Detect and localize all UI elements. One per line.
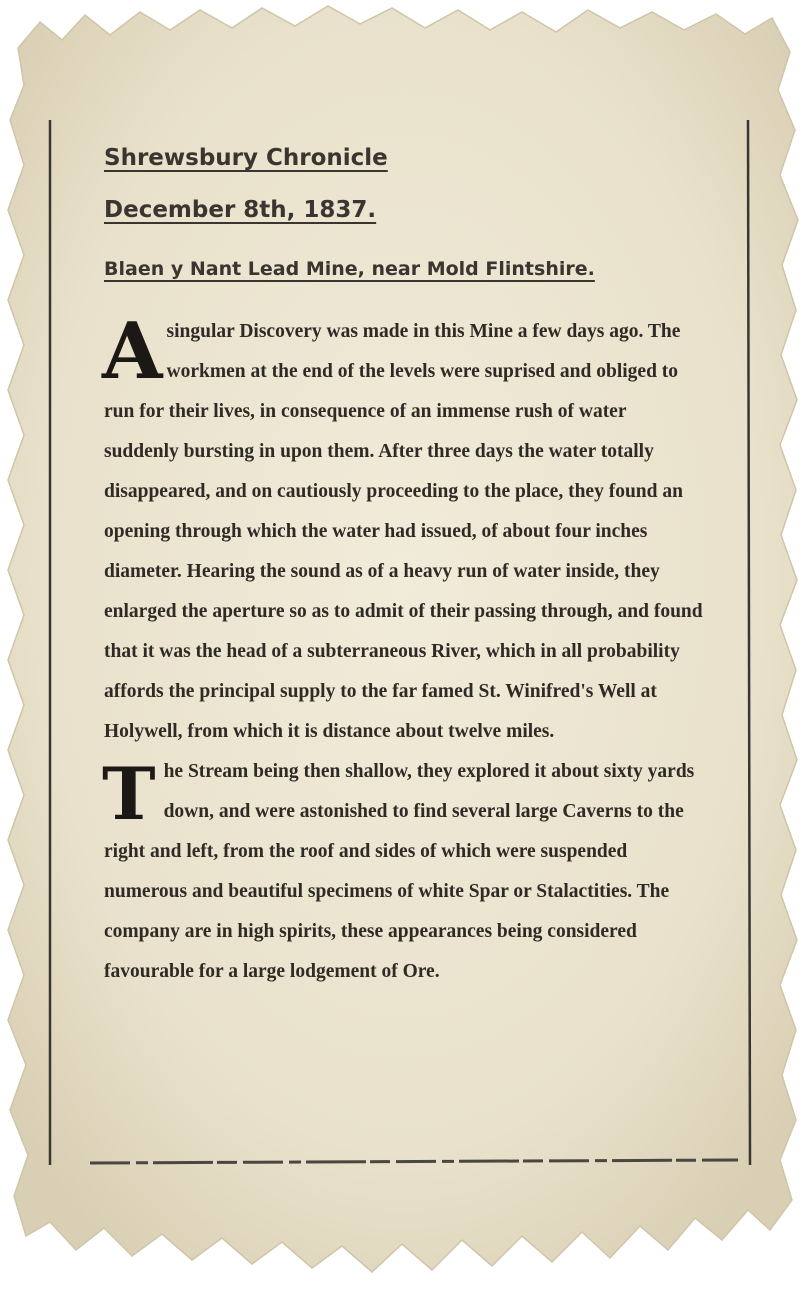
article-date: December 8th, 1837. [104, 197, 377, 223]
paragraph-1-text: singular Discovery was made in this Mine a few days ago. The workmen at the end of the levels were suprised and obliged to run for their lives, in consequence of an immense rush of water suddenly bursting in upon them. After three days the water totally disappeared, and on cautiously proceeding to the place, they found an opening through which the water had issued, of about four inches diameter. Hearing the sound as of a heavy run of water inside, they enlarged the aperture so as to admit of their passing through, and found that it was the head of a subterraneous River, which in all probability affords the principal supply to the far famed St. Winifred's Well at Holywell, from which it is distance about twelve miles. [104, 321, 703, 742]
paragraph-1 [102, 306, 704, 752]
article [104, 132, 704, 992]
paragraph-2 [104, 752, 704, 992]
dropcap-t: T [102, 751, 156, 836]
article-headline: Blaen y Nant Lead Mine, near Mold Flintshire. [104, 258, 595, 280]
paragraph-2-text: he Stream being then shallow, they explored it about sixty yards down, and were astonished to find several large Caverns to the right and left, from the roof and sides of which were suspended numerous and beautiful specimens of white Spar or Stalactities. The company are in high spirits, these appearances being considered favourable for a large lodgement of Ore. [104, 761, 695, 982]
masthead: Shrewsbury Chronicle [104, 145, 388, 171]
dropcap-a: A [102, 306, 163, 397]
